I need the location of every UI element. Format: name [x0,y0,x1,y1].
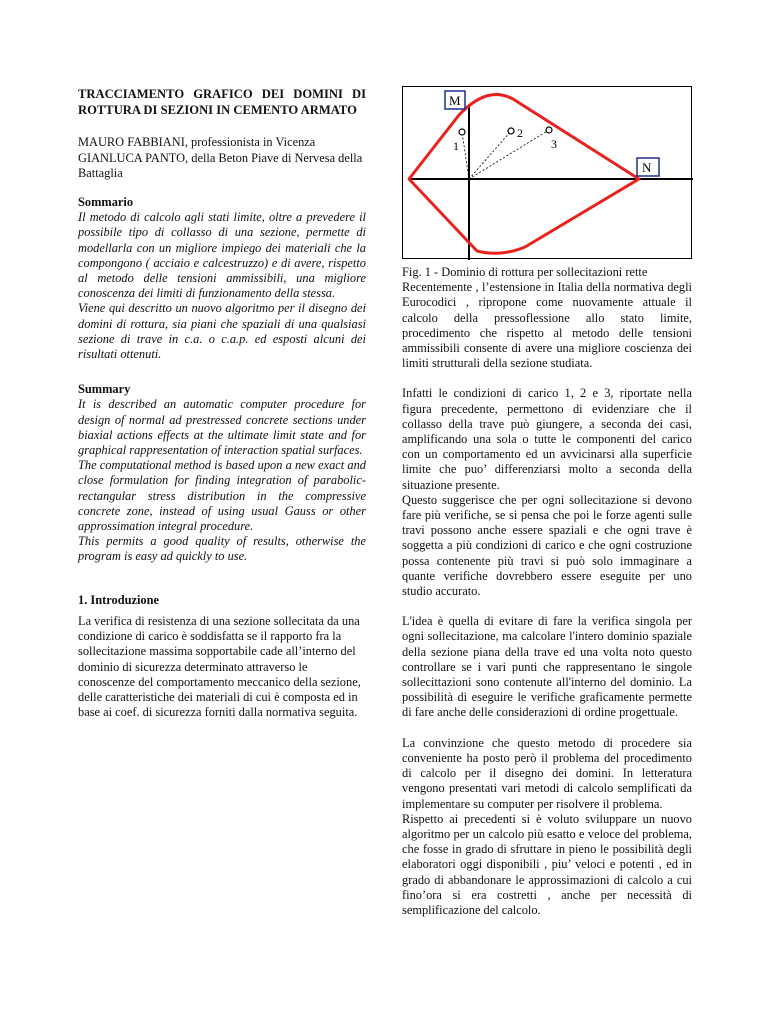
author-1: MAURO FABBIANI, professionista in Vicenza [78,135,316,150]
summary-paragraph-1: It is described an automatic computer procedure for design of normal ad prestressed concrete sections under biaxial actions effects at the ultimate limit state and for graphical rappresentation of interaction spatial surfaces. [78,397,366,458]
section-1-paragraph: La verifica di resistenza di una sezione sollecitata da una condizione di carico è soddisfatta se il rapporto fra la sollecitazione massima sopportabile cade all’interno del dominio di sicurezza determinato attraverso le conoscenze del comportamento meccanico della sezione, delle caratteristiche dei materiali di cui è composta ed in base ai coef. di sicurezza forniti dalla normativa seguita. [78,613,361,720]
load-point-1 [459,129,465,135]
sommario-paragraph-1: Il metodo di calcolo agli stati limite, oltre a prevedere il possibile tipo di collasso di una sezione, permette di modellarla con un migliore impiego dei materiali che la compongono ( acciaio e calcestruzzo) e di avere, rispetto al metodo delle tensioni ammissibili, una migliore conoscenza dei limiti di funzionamento della stessa. [78,210,366,301]
author-list [78,135,366,181]
n-axis-label: N [642,160,652,175]
summary-heading: Summary [78,382,131,397]
summary-paragraph-2: The computational method is based upon a new exact and close formulation for finding integration of parabolic-rectangular stress distribution in the compressive concrete zone, instead of using usual Gauss or other approssimation integral procedure. [78,458,366,534]
ray-2 [469,131,511,179]
right-paragraph-5: La convinzione che questo metodo di procedere sia conveniente ha posto però il problema del procedimento di calcolo per il disegno dei domini. In letteratura vengono presentati vari metodi di calcolo semplificati da implementare su computer per risolvere il problema. [402,735,692,811]
paper-title: TRACCIAMENTO GRAFICO DEI DOMINI DI ROTTURA DI SEZIONI IN CEMENTO ARMATO [78,87,366,118]
sommario-heading: Sommario [78,195,134,210]
summary-paragraph-3: This permits a good quality of results, otherwise the program is easy ad quickly to use. [78,534,366,564]
right-paragraph-6: Rispetto ai precedenti si è voluto sviluppare un nuovo algoritmo per un calcolo più esatto e veloce del problema, che fosse in grado di sfruttare in pieno le possibilità degli elaboratori oggi disponibili , piu’ veloci e potenti , ed in grado di abbandonare le approssimazioni di calcolo a cui fino’ora si era costretti , anche per necessità di semplificazione del calcolo. [402,811,692,917]
right-paragraph-4: L'idea è quella di evitare di fare la verifica singola per ogni sollecitazione, ma calcolare l'intero dominio spaziale della sezione piana della trave ed una volta noto questo controllare se i vari punti che rappresentano le singole sollecittazioni sono contenute all'interno del dominio. La possibilità di eseguire le verifiche graficamente permette di fare anche delle considerazioni di ordine progettuale. [402,614,692,720]
domain-diagram [403,87,693,260]
right-paragraph-1: Recentemente , l’estensione in Italia della normativa degli Eurocodici , ripropone come nuovamente attuale il calcolo della pressoflessione allo stato limite, procedimento che rispetto al metodo delle tensioni ammissibili consente di avere una migliore coscienza dei limiti strutturali della sezione studiata. [402,280,692,371]
failure-domain-outline [409,95,639,254]
sommario-paragraph-2: Viene qui descritto un nuovo algoritmo per il disegno dei domini di rottura, sia piani che spaziali di una qualsiasi sezione di trave in c.a. o c.a.p. ed esposti alcuni dei risultati ottenuti. [78,301,366,362]
ray-3 [469,130,549,179]
point-label-3: 3 [551,137,557,151]
left-column [78,86,366,720]
figure-1 [402,86,692,259]
load-point-3 [546,127,552,133]
right-paragraph-2: Infatti le condizioni di carico 1, 2 e 3, riportate nella figura precedente, permettono di evidenziare che il collasso della trave può giungere, a seconda dei casi, amplificando una sola o tutte le componenti del carico con un comportamento ed un avvicinarsi alla superficie limite che puo’ differenziarsi molto a seconda della situazione presente. [402,386,692,492]
point-label-1: 1 [453,139,459,153]
load-point-2 [508,128,514,134]
author-2: GIANLUCA PANTO, della Beton Piave di Nervesa della Battaglia [78,150,363,180]
ray-1 [462,132,469,179]
right-paragraph-3: Questo suggerisce che per ogni sollecitazione si devono fare più verifiche, se si pensa che poi le forze agenti sulle travi possono anche essere spaziali e che ogni trave è soggetta a più condizioni di carico e che ogni costruzione possa contenente più travi si può solo immaginare a quante verifiche dovrebbero essere eseguite per uno studio accurato. [402,492,692,599]
right-column [402,86,692,918]
m-axis-label: M [449,93,461,108]
figure-caption: Fig. 1 - Dominio di rottura per sollecitazioni rette [402,265,648,279]
section-1-heading: 1. Introduzione [78,592,160,607]
point-label-2: 2 [517,126,523,140]
